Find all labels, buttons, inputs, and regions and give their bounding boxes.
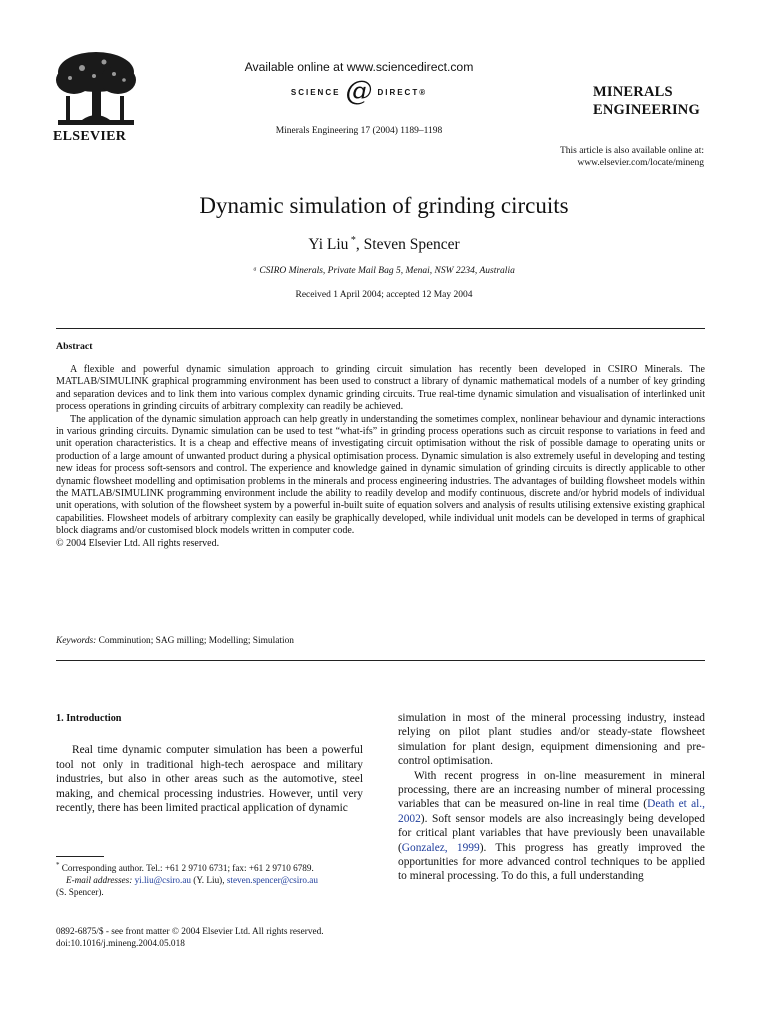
journal-reference: Minerals Engineering 17 (2004) 1189–1198 — [275, 126, 443, 136]
abstract-paragraph-2: The application of the dynamic simulation approach can help greatly in understanding the sometimes complex, nonlinear behaviour and dynamic interactions in various grinding circuits. Dynamic simulation can be used to test “what-ifs” in grinding process operations such as circuit response to variations in feed and unit operation characteristics. It is a cheap and effective means of investigating circuit optimisation without the risk of possible damage to operating units or production of a large amount of unwanted product during a physical optimisation process. Dynamic simulation is also extremely useful in developing and testing new ideas for process soft-sensors and control. The experience and knowledge gained in dynamic simulation of grinding circuits is directly applicable to other dynamic flowsheet modelling and optimisation problems in the minerals and process engineering industries. The advantages of building flowsheet models within the MATLAB/SIMULINK programming environment include the ability to readily develop and modify continuous, discrete and/or hybrid models of individual unit operations, with solution of the flowsheet system by a powerful in-built suite of equation solvers and analysis of results utilising extensive existing graphical capabilities. Flowsheet models of arbitrary complexity can easily be graphically developed, while individual unit models can be developed in terms of graphical block diagrams and/or customised block models written in computer code. — [56, 413, 705, 537]
body-text: ). Soft sensor models are also increasingly being developed for critical plant variables that have previously been unavailable ( — [398, 812, 705, 854]
body-column-left — [56, 712, 363, 815]
footnote-mark: * — [56, 861, 60, 869]
footnote-divider — [56, 856, 104, 857]
body-paragraph — [398, 769, 705, 884]
body-column-right — [398, 711, 705, 884]
keywords-list: Comminution; SAG milling; Modelling; Simulation — [96, 636, 294, 646]
doi-line[interactable]: doi:10.1016/j.mineng.2004.05.018 — [56, 939, 185, 950]
footnote — [56, 860, 363, 898]
email-link-2[interactable]: steven.spencer@csiro.au — [226, 874, 318, 885]
author-list — [0, 235, 768, 254]
also-available-note — [560, 145, 704, 169]
header-divider — [56, 328, 705, 329]
email-label: E-mail addresses: — [66, 874, 133, 885]
received-dates: Received 1 April 2004; accepted 12 May 2004 — [295, 290, 473, 300]
issn-line: 0892-6875/$ - see front matter © 2004 Elsevier Ltd. All rights reserved. — [56, 927, 324, 937]
sd-logo-at-icon: @ — [345, 76, 373, 107]
body-paragraph: simulation in most of the mineral processing industry, instead relying on pilot plant studies and/or steady-state flowsheet simulation for plant design, equipment dimensioning and pre-control optimisation. — [398, 712, 705, 768]
front-matter — [56, 926, 324, 951]
author-2[interactable]: Steven Spencer — [363, 236, 460, 254]
also-available-url[interactable]: www.elsevier.com/locate/mineng — [577, 158, 704, 168]
abstract-divider — [56, 660, 705, 661]
sd-logo-left: SCIENCE — [290, 87, 341, 97]
email-owner-2: (S. Spencer). — [56, 886, 104, 897]
body-text: With recent progress in on-line measurement in mineral processing, there are an increasing number of mineral processing variables that can be measured on-line in real time ( — [398, 769, 705, 811]
keywords-label: Keywords: — [56, 636, 97, 646]
footnote-corresponding — [56, 860, 363, 875]
journal-name — [593, 83, 700, 119]
available-online-text: Available online at www.sciencedirect.com — [244, 60, 474, 74]
email-link-1[interactable]: yi.liu@csiro.au — [134, 874, 191, 885]
section-heading: 1. Introduction — [56, 713, 122, 724]
also-available-line-1: This article is also available online at: — [559, 146, 704, 156]
journal-name-line-1: MINERALS — [593, 84, 673, 100]
citation-link[interactable]: Death et al., 2002 — [398, 798, 705, 825]
author-separator: , — [355, 236, 364, 254]
email-owner-1: (Y. Liu), — [191, 874, 227, 885]
abstract-paragraph-1: A flexible and powerful dynamic simulation approach to grinding circuit simulation has recently been developed in CSIRO Minerals. The MATLAB/SIMULINK graphical programming environment has been used to construct a library of dynamic mathematical models of a number of key grinding and separation devices and to link them into various complex dynamic grinding circuits. True real-time dynamic simulation and visualisation of interlinked unit process operations in grinding circuits of arbitrary complexity can readily be achieved. — [56, 364, 705, 413]
abstract-body — [56, 364, 705, 550]
journal-name-line-2: ENGINEERING — [593, 102, 700, 118]
abstract-heading: Abstract — [56, 341, 93, 352]
article-title: Dynamic simulation of grinding circuits — [199, 193, 569, 218]
footnote-emails — [56, 875, 363, 899]
author-1[interactable]: Yi Liu — [308, 236, 349, 254]
affiliation: ᵃ CSIRO Minerals, Private Mail Bag 5, Menai, NSW 2234, Australia — [253, 266, 515, 276]
keywords — [56, 636, 294, 646]
sd-logo-right: DIRECT® — [377, 87, 428, 97]
citation-link[interactable]: Gonzalez, 1999 — [401, 841, 480, 854]
publisher-name: ELSEVIER — [53, 129, 127, 144]
abstract-copyright: © 2004 Elsevier Ltd. All rights reserved. — [56, 537, 220, 549]
footnote-contact: Corresponding author. Tel.: +61 2 9710 6731; fax: +61 2 9710 6789. — [59, 863, 314, 874]
corresponding-mark: * — [348, 235, 356, 246]
body-paragraph: Real time dynamic computer simulation has been a powerful tool not only in traditional high-tech aerospace and military industries, but also in other areas such as the automotive, steel making, and chemical processing industries. However, until very recently, there has been limited practical application of dynamic — [56, 744, 363, 815]
body-text: ). This progress has greatly improved the opportunities for more advanced control techniques to be applied to mineral processing. To do this, a full understanding — [398, 841, 705, 883]
